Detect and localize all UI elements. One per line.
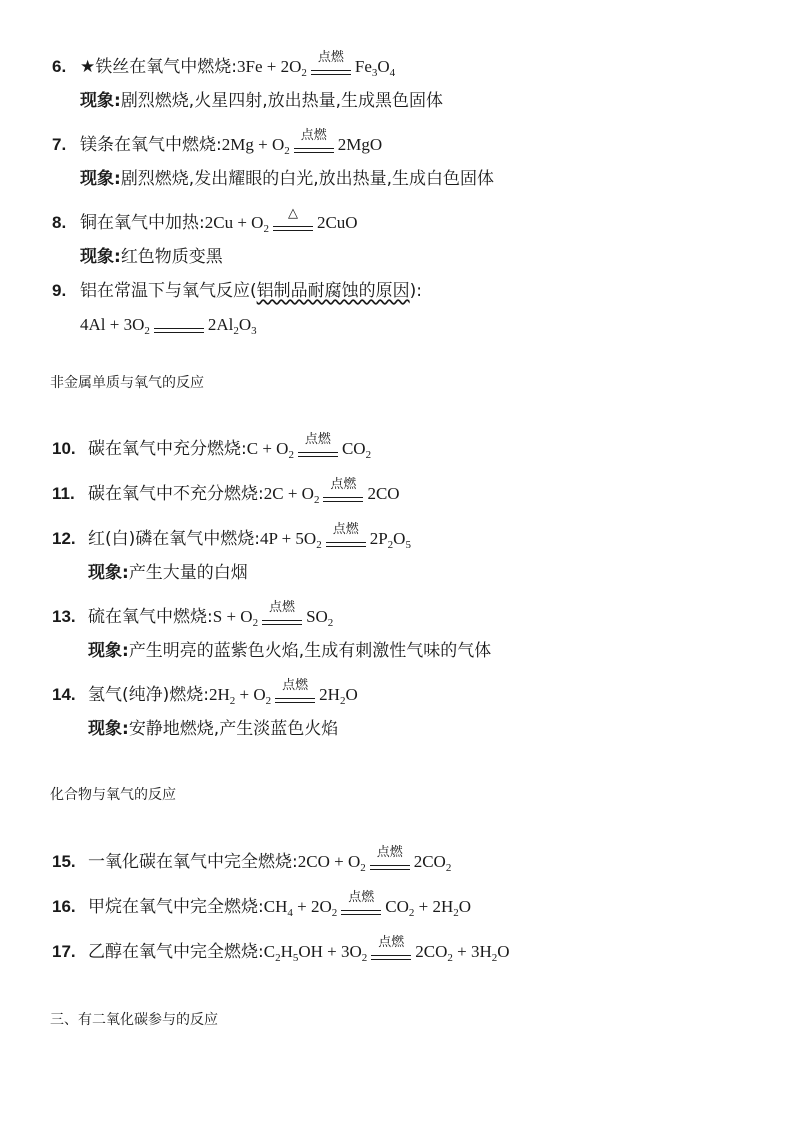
reaction-desc: 一氧化碳在氧气中完全燃烧:: [88, 852, 298, 872]
phenomenon-text: 剧烈燃烧,火星四射,放出热量,生成黑色固体: [120, 91, 444, 111]
condition-label: 点燃: [376, 845, 403, 860]
reason-note: 铝制品耐腐蚀的原因: [256, 281, 410, 301]
equation-lhs: $2CO + O_2$: [297, 852, 366, 874]
phenomenon-label: 现象:: [80, 247, 121, 267]
reaction-arrow: [275, 678, 315, 706]
reaction-desc: 铜在氧气中加热:: [80, 213, 205, 233]
reaction-arrow: [262, 600, 302, 628]
condition-label: 点燃: [269, 600, 296, 615]
phenomenon-text: 安静地燃烧,产生淡蓝色火焰: [128, 719, 339, 739]
item-number: 10.: [52, 439, 76, 458]
equation-lhs: $2C + O_2$: [263, 484, 320, 506]
reaction-11: [52, 477, 400, 506]
phenomenon-label: 现象:: [88, 719, 129, 739]
equation-lhs: $2Mg + O_2$: [221, 135, 290, 157]
phenomenon-6: [80, 90, 443, 112]
item-number: 8.: [52, 213, 67, 232]
equation-rhs: 2CuO: [316, 213, 358, 232]
phenomenon-text: 剧烈燃烧,发出耀眼的白光,放出热量,生成白色固体: [120, 169, 495, 189]
reaction-6: [52, 50, 396, 79]
condition-label: 点燃: [304, 432, 331, 447]
reaction-arrow: [311, 50, 351, 78]
reaction-13: [52, 600, 334, 629]
equation-rhs: $2H_2O$: [319, 685, 358, 707]
item-number: 14.: [52, 685, 76, 704]
reaction-10: [52, 432, 372, 461]
condition-label: 点燃: [300, 128, 327, 143]
reaction-arrow: [273, 206, 313, 234]
equation-rhs: $Fe_3O_4$: [354, 57, 396, 79]
condition-label: 点燃: [332, 522, 359, 537]
reaction-desc-end: ):: [409, 281, 423, 301]
reaction-desc: 碳在氧气中充分燃烧:: [88, 439, 247, 459]
reaction-arrow: [326, 522, 366, 550]
reaction-desc: 甲烷在氧气中完全燃烧:: [88, 897, 264, 917]
phenomenon-label: 现象:: [80, 91, 121, 111]
reaction-arrow: [294, 128, 334, 156]
equation-lhs: $4Al + 3O_2$: [80, 315, 150, 337]
phenomenon-text: 产生明亮的蓝紫色火焰,生成有刺激性气味的气体: [128, 641, 492, 661]
equation-lhs: $C_2H_5OH + 3O_2$: [263, 942, 368, 964]
reaction-desc: 红(白)磷在氧气中燃烧:: [88, 529, 260, 549]
reaction-desc: 碳在氧气中不充分燃烧:: [88, 484, 264, 504]
reaction-desc: 镁条在氧气中燃烧:: [80, 135, 222, 155]
reaction-14: [52, 678, 358, 707]
phenomenon-14: [88, 718, 338, 740]
phenomenon-label: 现象:: [88, 641, 129, 661]
section-heading-co2: 三、有二氧化碳参与的反应: [50, 1012, 218, 1028]
reaction-12: [52, 522, 411, 551]
phenomenon-text: 红色物质变黑: [120, 247, 223, 267]
section-heading-nonmetal: 非金属单质与氧气的反应: [50, 375, 204, 391]
item-number: 17.: [52, 942, 76, 961]
equation-rhs: 2MgO: [337, 135, 383, 154]
condition-label: 点燃: [330, 477, 357, 492]
equation-lhs: $C + O_2$: [246, 439, 294, 461]
phenomenon-7: [80, 168, 494, 190]
equation-rhs: $CO_2$: [341, 439, 372, 461]
equation-9: [80, 314, 257, 336]
equation-rhs: 2CO: [367, 484, 400, 503]
reaction-arrow: [341, 890, 381, 918]
item-number: 6.: [52, 57, 67, 76]
item-number: 12.: [52, 529, 76, 548]
star-mark: ★: [80, 57, 96, 77]
phenomenon-8: [80, 246, 223, 268]
reaction-arrow: [323, 477, 363, 505]
phenomenon-label: 现象:: [80, 169, 121, 189]
equation-lhs: $2H_2 + O_2$: [209, 685, 272, 707]
item-number: 9.: [52, 281, 67, 300]
equation-rhs: $CO_2 + 2H_2O$: [385, 897, 472, 919]
reaction-9: [52, 280, 422, 302]
reaction-desc: 乙醇在氧气中完全燃烧:: [88, 942, 264, 962]
phenomenon-text: 产生大量的白烟: [128, 563, 248, 583]
reaction-17: [52, 935, 510, 964]
equation-lhs: $CH_4 + 2O_2$: [263, 897, 338, 919]
reaction-arrow: [370, 845, 410, 873]
reaction-desc: 铁丝在氧气中燃烧:: [95, 57, 237, 77]
item-number: 15.: [52, 852, 76, 871]
equation-rhs: $2P_2O_5$: [369, 529, 411, 551]
reaction-desc: 铝在常温下与氧气反应(: [80, 281, 257, 301]
reaction-7: [52, 128, 383, 157]
phenomenon-label: 现象:: [88, 563, 129, 583]
reaction-arrow: [371, 935, 411, 963]
equation-lhs: $2Cu + O_2$: [204, 213, 269, 235]
condition-label: 点燃: [378, 935, 405, 950]
item-number: 7.: [52, 135, 67, 154]
condition-label: 点燃: [348, 890, 375, 905]
item-number: 13.: [52, 607, 76, 626]
phenomenon-13: [88, 640, 491, 662]
equation-rhs: $SO_2$: [306, 607, 334, 629]
reaction-16: [52, 890, 472, 919]
condition-label: 点燃: [282, 678, 309, 693]
reaction-arrow: [154, 314, 204, 336]
equation-lhs: $3Fe + 2O_2$: [236, 57, 307, 79]
reaction-desc: 硫在氧气中燃烧:: [88, 607, 213, 627]
condition-label: 点燃: [317, 50, 344, 65]
reaction-8: [52, 206, 358, 235]
item-number: 16.: [52, 897, 76, 916]
equation-rhs: $2Al_2O_3$: [207, 315, 257, 337]
section-heading-compound: 化合物与氧气的反应: [50, 787, 176, 803]
equation-rhs: $2CO_2 + 3H_2O$: [415, 942, 510, 964]
reaction-arrow: [298, 432, 338, 460]
reaction-15: [52, 845, 452, 874]
reaction-desc: 氢气(纯净)燃烧:: [88, 685, 209, 705]
equation-lhs: $S + O_2$: [212, 607, 259, 629]
item-number: 11.: [52, 484, 75, 503]
phenomenon-12: [88, 562, 248, 584]
equation-lhs: $4P + 5O_2$: [260, 529, 322, 551]
heat-triangle-icon: △: [287, 206, 298, 221]
equation-rhs: $2CO_2$: [413, 852, 452, 874]
